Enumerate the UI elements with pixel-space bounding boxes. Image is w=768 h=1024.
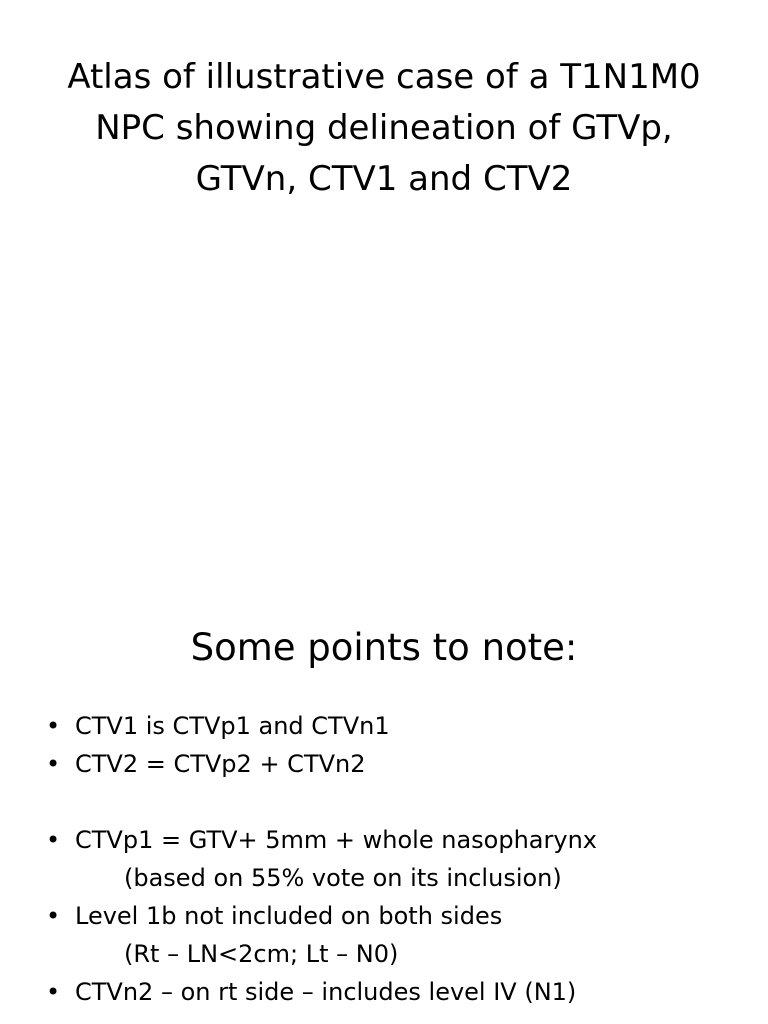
section-heading: Some points to note: bbox=[190, 626, 578, 669]
bullet-icon: • bbox=[46, 826, 61, 854]
list-item bbox=[46, 973, 746, 1011]
slide-title bbox=[0, 52, 768, 205]
bullet-text: Level 1b not included on both sides bbox=[75, 902, 503, 930]
slide-title-line-2: NPC showing delineation of GTVp, bbox=[95, 108, 673, 148]
list-item-continuation bbox=[46, 859, 746, 897]
list-item bbox=[46, 707, 746, 745]
bullet-icon: • bbox=[46, 750, 61, 778]
list-item bbox=[46, 821, 746, 859]
bullet-icon: • bbox=[46, 712, 61, 740]
list-item bbox=[46, 897, 746, 935]
bullet-icon: • bbox=[46, 902, 61, 930]
list-spacer bbox=[46, 783, 746, 821]
slide-title-line-3: GTVn, CTV1 and CTV2 bbox=[195, 159, 573, 199]
bullet-subtext: (Rt – LN<2cm; Lt – N0) bbox=[124, 940, 399, 968]
bullet-icon: • bbox=[46, 978, 61, 1006]
list-item bbox=[46, 745, 746, 783]
bullet-list bbox=[46, 707, 746, 1011]
bullet-text: CTV2 = CTVp2 + CTVn2 bbox=[75, 750, 366, 778]
bullet-text: CTV1 is CTVp1 and CTVn1 bbox=[75, 712, 390, 740]
bullet-subtext: (based on 55% vote on its inclusion) bbox=[124, 864, 562, 892]
list-item-continuation bbox=[46, 935, 746, 973]
bullet-text: CTVn2 – on rt side – includes level IV (N1) bbox=[75, 978, 577, 1006]
slide-title-line-1: Atlas of illustrative case of a T1N1M0 bbox=[67, 57, 701, 97]
bullet-text: CTVp1 = GTV+ 5mm + whole nasopharynx bbox=[75, 826, 597, 854]
